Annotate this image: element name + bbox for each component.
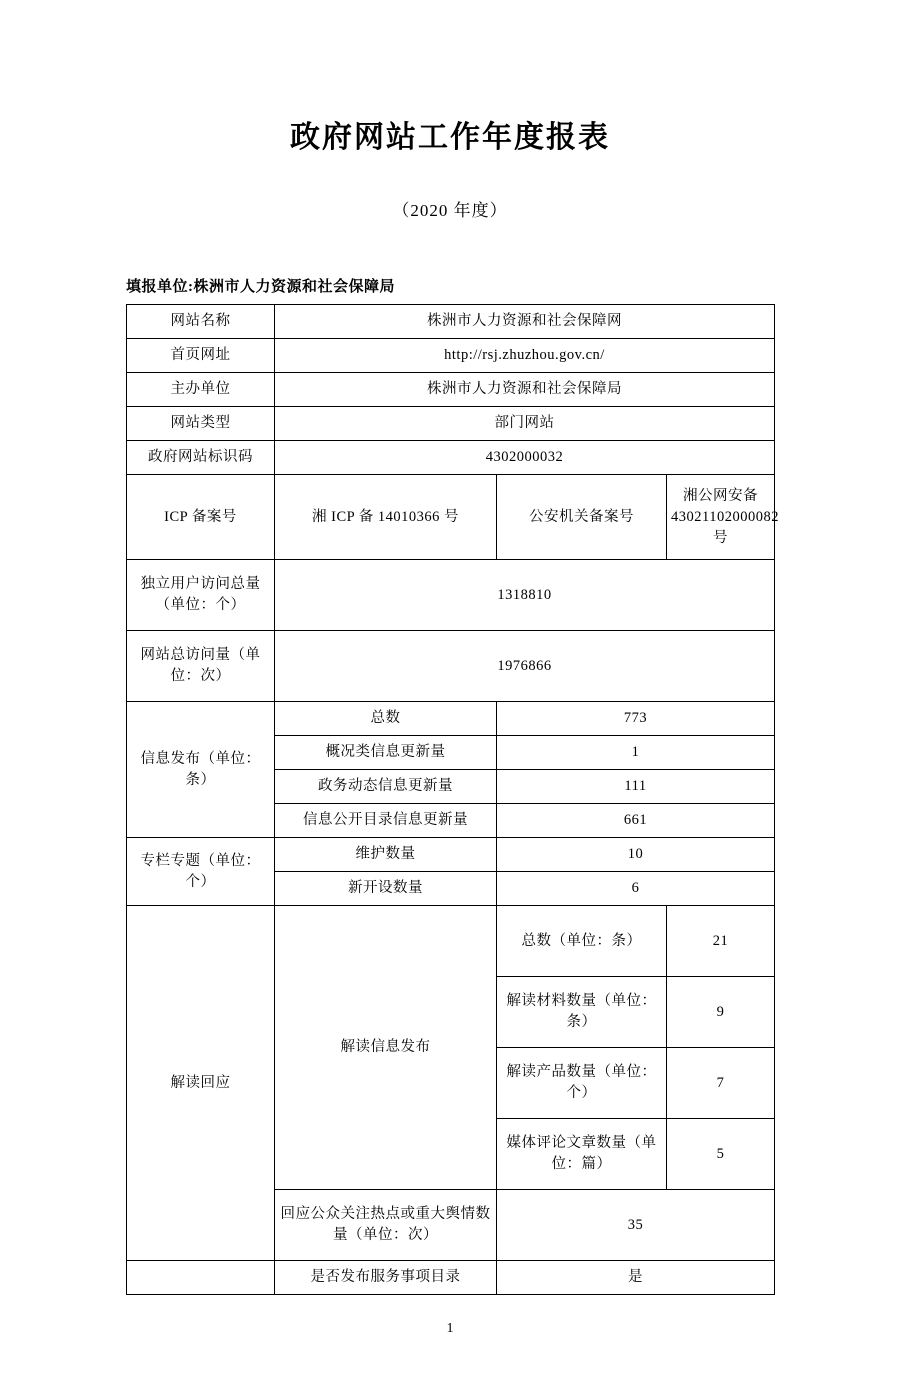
table-row	[127, 407, 775, 441]
info-total-label: 总数	[275, 702, 497, 736]
site-name-label: 网站名称	[127, 305, 275, 339]
info-overview-value: 1	[497, 736, 775, 770]
interpret-product-value: 7	[667, 1048, 775, 1119]
response-hotspot-label: 回应公众关注热点或重大舆情数量（单位：次）	[275, 1190, 497, 1261]
table-row	[127, 305, 775, 339]
unique-visitors-value: 1318810	[275, 560, 775, 631]
sponsor-label: 主办单位	[127, 373, 275, 407]
interpret-material-value: 9	[667, 977, 775, 1048]
sponsor-value: 株洲市人力资源和社会保障局	[275, 373, 775, 407]
total-visits-value: 1976866	[275, 631, 775, 702]
annual-report-table	[126, 304, 779, 1295]
info-catalog-value: 661	[497, 804, 775, 838]
table-row	[127, 838, 775, 872]
empty-cell	[127, 1261, 275, 1295]
site-type-label: 网站类型	[127, 407, 275, 441]
table-row	[127, 373, 775, 407]
police-record-label: 公安机关备案号	[497, 475, 667, 560]
total-visits-label: 网站总访问量（单位：次）	[127, 631, 275, 702]
table-row	[127, 339, 775, 373]
column-topic-label: 专栏专题（单位：个）	[127, 838, 275, 906]
info-catalog-label: 信息公开目录信息更新量	[275, 804, 497, 838]
page-title: 政府网站工作年度报表	[290, 120, 610, 155]
document-page	[0, 112, 900, 1385]
homepage-value: http://rsj.zhuzhou.gov.cn/	[275, 339, 775, 373]
unique-visitors-label: 独立用户访问总量（单位：个）	[127, 560, 275, 631]
table-row	[127, 1261, 775, 1295]
response-hotspot-value: 35	[497, 1190, 775, 1261]
table-row	[127, 560, 775, 631]
column-maintain-label: 维护数量	[275, 838, 497, 872]
interpret-media-value: 5	[667, 1119, 775, 1190]
info-total-value: 773	[497, 702, 775, 736]
interpret-product-label: 解读产品数量（单位：个）	[497, 1048, 667, 1119]
filler-unit-label: 填报单位:株洲市人力资源和社会保障局	[126, 279, 395, 295]
table-row	[127, 631, 775, 702]
interpret-total-value: 21	[667, 906, 775, 977]
info-release-label: 信息发布（单位：条）	[127, 702, 275, 838]
icp-label: ICP 备案号	[127, 475, 275, 560]
homepage-label: 首页网址	[127, 339, 275, 373]
page-number: 1	[446, 1321, 454, 1336]
interpret-release-label: 解读信息发布	[275, 906, 497, 1190]
interpret-response-label: 解读回应	[127, 906, 275, 1261]
info-dynamic-label: 政务动态信息更新量	[275, 770, 497, 804]
service-catalog-value: 是	[497, 1261, 775, 1295]
site-code-label: 政府网站标识码	[127, 441, 275, 475]
column-new-label: 新开设数量	[275, 872, 497, 906]
site-code-value: 4302000032	[275, 441, 775, 475]
page-subtitle: （2020 年度）	[392, 201, 508, 220]
table-row	[127, 906, 775, 977]
info-overview-label: 概况类信息更新量	[275, 736, 497, 770]
column-new-value: 6	[497, 872, 775, 906]
info-dynamic-value: 111	[497, 770, 775, 804]
police-record-value: 湘公网安备 43021102000082 号	[667, 475, 775, 560]
interpret-material-label: 解读材料数量（单位：条）	[497, 977, 667, 1048]
table-row	[127, 441, 775, 475]
table-row	[127, 702, 775, 736]
service-catalog-label: 是否发布服务事项目录	[275, 1261, 497, 1295]
icp-value: 湘 ICP 备 14010366 号	[275, 475, 497, 560]
interpret-total-label: 总数（单位：条）	[497, 906, 667, 977]
column-maintain-value: 10	[497, 838, 775, 872]
site-name-value: 株洲市人力资源和社会保障网	[275, 305, 775, 339]
interpret-media-label: 媒体评论文章数量（单位：篇）	[497, 1119, 667, 1190]
site-type-value: 部门网站	[275, 407, 775, 441]
table-row	[127, 475, 775, 560]
